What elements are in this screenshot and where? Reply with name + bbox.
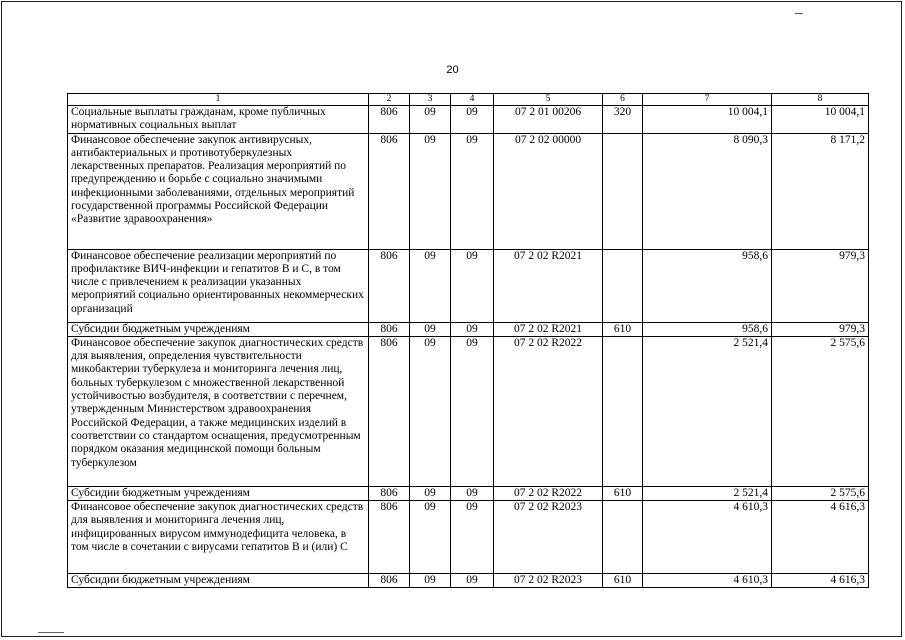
cell-expense-type: 610 [603,574,643,588]
cell-expense-type [603,336,643,486]
cell-target-article: 07 2 02 R2022 [494,336,603,486]
cell-amount-year2: 4 616,3 [772,501,869,574]
cell-target-article: 07 2 02 R2023 [494,574,603,588]
cell-subsection: 09 [451,486,494,500]
cell-expense-type: 610 [603,486,643,500]
cell-amount-year2: 4 616,3 [772,574,869,588]
cell-amount-year1: 10 004,1 [643,106,772,134]
row-name: Финансовое обеспечение реализации мероприятий по профилактике ВИЧ-инфекции и гепатитов B и C, в том числе с привлечением к реализации указанных мероприятий социально ориентированных некоммерческих организаций [68,249,369,322]
table-row [68,133,869,249]
col-header-3: 3 [410,94,451,106]
cell-subsection: 09 [451,336,494,486]
cell-subsection: 09 [451,501,494,574]
table-row [68,501,869,574]
cell-section: 09 [410,322,451,336]
cell-subsection: 09 [451,574,494,588]
col-header-8: 8 [772,94,869,106]
cell-ministry: 806 [369,486,410,500]
cell-ministry: 806 [369,106,410,134]
col-header-1: 1 [68,94,369,106]
cell-amount-year1: 958,6 [643,322,772,336]
cell-amount-year1: 4 610,3 [643,574,772,588]
table-row [68,574,869,588]
cell-amount-year2: 8 171,2 [772,133,869,249]
budget-table [67,93,869,588]
cell-ministry: 806 [369,322,410,336]
cell-amount-year1: 958,6 [643,249,772,322]
row-name: Субсидии бюджетным учреждениям [68,322,369,336]
cell-amount-year2: 10 004,1 [772,106,869,134]
cell-expense-type: 320 [603,106,643,134]
table-row [68,106,869,134]
table-row [68,249,869,322]
row-name: Социальные выплаты гражданам, кроме публичных нормативных социальных выплат [68,106,369,134]
cell-amount-year2: 2 575,6 [772,486,869,500]
cell-section: 09 [410,486,451,500]
cell-section: 09 [410,501,451,574]
cell-ministry: 806 [369,574,410,588]
cell-expense-type [603,501,643,574]
cell-ministry: 806 [369,249,410,322]
table-row [68,336,869,486]
cell-amount-year1: 2 521,4 [643,486,772,500]
table-row [68,486,869,500]
row-name: Субсидии бюджетным учреждениям [68,574,369,588]
cell-subsection: 09 [451,249,494,322]
cell-section: 09 [410,133,451,249]
cell-amount-year2: 979,3 [772,249,869,322]
col-header-7: 7 [643,94,772,106]
cell-target-article: 07 2 02 R2021 [494,322,603,336]
cell-section: 09 [410,574,451,588]
scan-mark-bottom [38,632,64,633]
cell-target-article: 07 2 02 R2022 [494,486,603,500]
cell-amount-year2: 2 575,6 [772,336,869,486]
cell-expense-type [603,249,643,322]
row-name: Субсидии бюджетным учреждениям [68,486,369,500]
cell-expense-type: 610 [603,322,643,336]
col-header-4: 4 [451,94,494,106]
row-name: Финансовое обеспечение закупок диагностических средств для выявления, определения чувствительности микобактерии туберкулеза и мониторинга лечения лиц, больных туберкулезом с множественной лекарственной устойчивостью возбудителя, в соответствии с перечнем, утвержденным Министерством здравоохранения Российской Федерации, а также медицинских изделий в соответствии со стандартом оснащения, предусмотренным порядком оказания медицинской помощи больным туберкулезом [68,336,369,486]
cell-amount-year1: 8 090,3 [643,133,772,249]
header-row [68,94,869,106]
cell-section: 09 [410,336,451,486]
col-header-6: 6 [603,94,643,106]
cell-ministry: 806 [369,336,410,486]
cell-amount-year2: 979,3 [772,322,869,336]
cell-amount-year1: 4 610,3 [643,501,772,574]
col-header-2: 2 [369,94,410,106]
cell-expense-type [603,133,643,249]
row-name: Финансовое обеспечение закупок диагностических средств для выявления и мониторинга лечения лиц, инфицированных вирусом иммунодефицита человека, в том числе в сочетании с вирусами гепатитов B и (или) C [68,501,369,574]
cell-ministry: 806 [369,501,410,574]
cell-subsection: 09 [451,133,494,249]
cell-ministry: 806 [369,133,410,249]
cell-amount-year1: 2 521,4 [643,336,772,486]
page-number: 20 [446,64,459,76]
cell-target-article: 07 2 02 R2021 [494,249,603,322]
cell-target-article: 07 2 02 R2023 [494,501,603,574]
table-row [68,322,869,336]
cell-subsection: 09 [451,106,494,134]
row-name: Финансовое обеспечение закупок антивирусных, антибактериальных и противотуберкулезных лекарственных препаратов. Реализация мероприятий по предупреждению и борьбе с социально значимыми инфекционными заболеваниями, отдельных мероприятий государственной программы Российской Федерации «Развитие здравоохранения» [68,133,369,249]
cell-target-article: 07 2 01 00206 [494,106,603,134]
col-header-5: 5 [494,94,603,106]
scan-mark [795,13,803,14]
cell-section: 09 [410,106,451,134]
cell-section: 09 [410,249,451,322]
cell-subsection: 09 [451,322,494,336]
cell-target-article: 07 2 02 00000 [494,133,603,249]
